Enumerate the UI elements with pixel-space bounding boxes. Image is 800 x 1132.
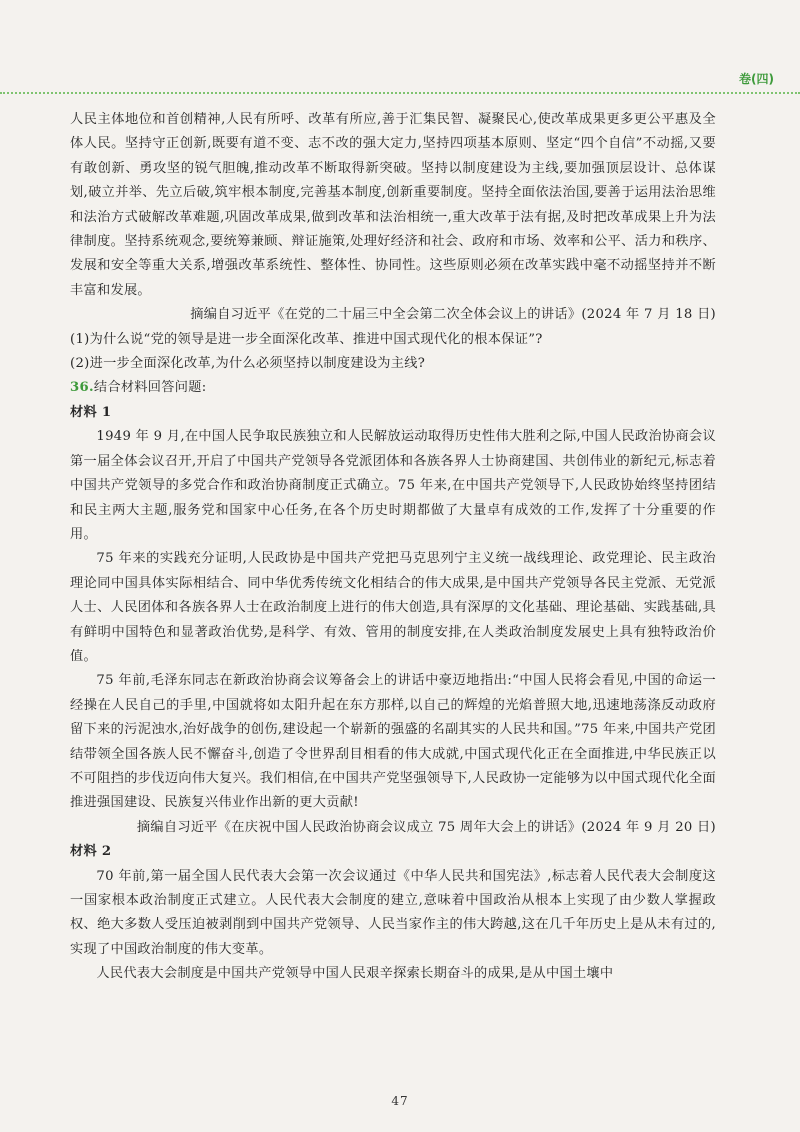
page-body — [70, 108, 716, 987]
question-36 — [70, 376, 716, 400]
material-1-title: 材料 1 — [70, 404, 112, 420]
material-1-paragraph-2: 75 年来的实践充分证明,人民政协是中国共产党把马克思列宁主义统一战线理论、政党理论、民主政治理论同中国具体实际相结合、同中华优秀传统文化相结合的伟大成果,是中国共产党领导各民主党派、无党派人士、人民团体和各族各界人士在政治制度上进行的伟大创造,具有深厚的文化基础、理论基础、实践基础,具有鲜明中国特色和显著政治优势,是科学、有效、管用的制度安排,在人类政治制度发展史上具有独特政治价值。 — [70, 551, 716, 664]
source-citation-1: 摘编自习近平《在党的二十届三中全会第二次全体会议上的讲话》(2024 年 7 月 18 日) — [190, 307, 716, 323]
material-1-paragraph-3: 75 年前,毛泽东同志在新政治协商会议筹备会上的讲话中豪迈地指出:“中国人民将会看见,中国的命运一经操在人民自己的手里,中国就将如太阳升起在东方那样,以自己的辉煌的光焰普照大地,迅速地荡涤反动政府留下来的污泥浊水,治好战争的创伤,建设起一个崭新的强盛的名副其实的人民共和国。”75 年来,中国共产党团结带领全国各族人民不懈奋斗,创造了令世界刮目相看的伟大成就,中国式现代化正在全面推进,中华民族正以不可阻挡的步伐迈向伟大复兴。我们相信,在中国共产党坚强领导下,人民政协一定能够为以中国式现代化全面推进强国建设、民族复兴伟业作出新的更大贡献! — [70, 673, 716, 811]
material-2-paragraph-2: 人民代表大会制度是中国共产党领导中国人民艰辛探索长期奋斗的成果,是从中国土壤中 — [96, 966, 614, 982]
page-number: 47 — [391, 1094, 409, 1108]
question-36-text: 结合材料回答问题: — [93, 380, 207, 396]
volume-tag: 卷(四) — [739, 72, 774, 86]
source-citation-2: 摘编自习近平《在庆祝中国人民政治协商会议成立 75 周年大会上的讲话》(2024 年 9 月 20 日) — [136, 819, 716, 835]
question-1: (1)为什么说“党的领导是进一步全面深化改革、推进中国式现代化的根本保证”? — [70, 331, 543, 347]
dotted-divider — [0, 92, 800, 94]
question-2: (2)进一步全面深化改革,为什么必须坚持以制度建设为主线? — [70, 356, 426, 372]
material-1-paragraph-1: 1949 年 9 月,在中国人民争取民族独立和人民解放运动取得历史性伟大胜利之际,中国人民政治协商会议第一届全体会议召开,开启了中国共产党领导各党派团体和各族各界人士协商建国、共创伟业的新纪元,标志着中国共产党领导的多党合作和政治协商制度正式确立。75 年来,在中国共产党领导下,人民政协始终坚持团结和民主两大主题,服务党和国家中心任务,在各个历史时期都做了大量卓有成效的工作,发挥了十分重要的作用。 — [70, 429, 716, 542]
paragraph-continued: 人民主体地位和首创精神,人民有所呼、改革有所应,善于汇集民智、凝聚民心,使改革成果更多更公平惠及全体人民。坚持守正创新,既要有道不变、志不改的强大定力,坚持四项基本原则、坚定“四个自信”不动摇,又要有敢创新、勇攻坚的锐气胆魄,推动改革不断取得新突破。坚持以制度建设为主线,要加强顶层设计、总体谋划,破立并举、先立后破,筑牢根本制度,完善基本制度,创新重要制度。坚持全面依法治国,要善于运用法治思维和法治方式破解改革难题,巩固改革成果,做到改革和法治相统一,重大改革于法有据,及时把改革成果上升为法律制度。坚持系统观念,要统筹兼顾、辩证施策,处理好经济和社会、政府和市场、效率和公平、活力和秩序、发展和安全等重大关系,增强改革系统性、整体性、协同性。这些原则必须在改革实践中毫不动摇坚持并不断丰富和发展。 — [70, 112, 716, 298]
material-2-paragraph-1: 70 年前,第一届全国人民代表大会第一次会议通过《中华人民共和国宪法》,标志着人民代表大会制度这一国家根本政治制度正式建立。人民代表大会制度的建立,意味着中国政治从根本上实现了由少数人掌握政权、绝大多数人受压迫被剥削到中国共产党领导、人民当家作主的伟大跨越,这在几千年历史上是从未有过的,实现了中国政治制度的伟大变革。 — [70, 868, 716, 957]
material-2-title: 材料 2 — [70, 844, 112, 860]
question-36-number: 36. — [70, 380, 94, 396]
